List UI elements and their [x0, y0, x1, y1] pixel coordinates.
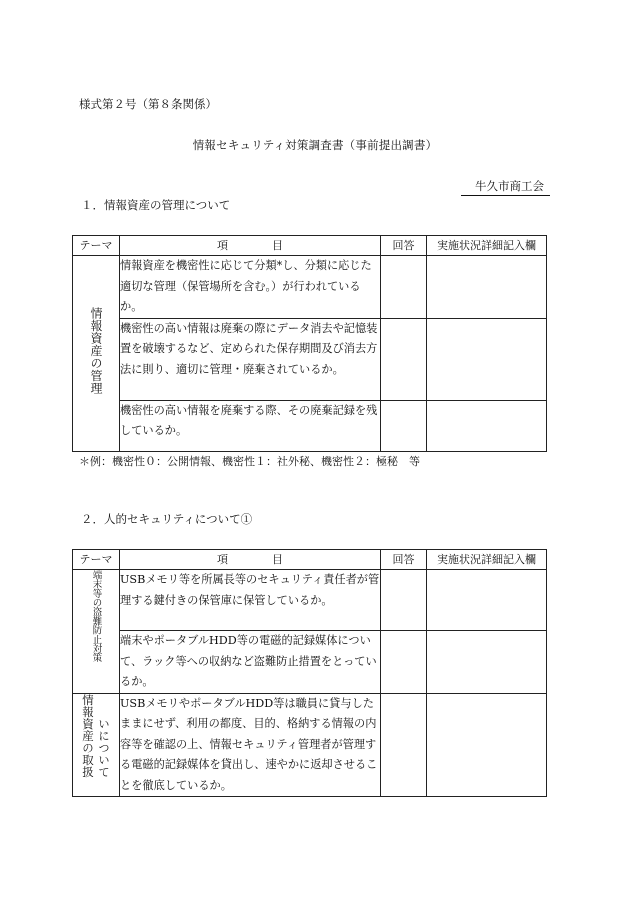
- theme-cell-theft-prevention: [73, 570, 120, 694]
- column-header-answer: 回答: [381, 236, 427, 256]
- item-text: USBメモリ等を所属長等のセキュリティ責任者が管理する鍵付きの保管庫に保管しているか。: [120, 570, 381, 631]
- detail-field[interactable]: [427, 256, 547, 319]
- asset-management-table: [72, 235, 547, 452]
- answer-field[interactable]: [381, 256, 427, 319]
- answer-field[interactable]: [381, 400, 427, 451]
- table-header-row: [73, 550, 547, 570]
- detail-field[interactable]: [427, 400, 547, 451]
- detail-field[interactable]: [427, 570, 547, 631]
- answer-field[interactable]: [381, 318, 427, 400]
- table-header-row: [73, 236, 547, 256]
- column-header-detail: 実施状況詳細記入欄: [427, 550, 547, 570]
- theme-label: 情報資産の管理: [89, 307, 103, 395]
- organization-name: 牛久市商工会: [461, 178, 550, 196]
- section2-heading: ２．人的セキュリティについて①: [81, 512, 253, 526]
- column-header-theme: テーマ: [73, 550, 120, 570]
- detail-field[interactable]: [427, 693, 547, 797]
- theme-cell-asset-handling: [73, 693, 120, 797]
- answer-field[interactable]: [381, 570, 427, 631]
- item-text: 機密性の高い情報は廃棄の際にデータ消去や記憶装置を破壊するなど、定められた保存期間及び消去方法に則り、適切に管理・廃棄されているか。: [120, 318, 381, 400]
- item-text: USBメモリやポータブルHDD等は職員に貸与したままにせず、利用の都度、目的、格納する情報の内容等を確認の上、情報セキュリティ管理者が管理する電磁的記録媒体を貸出し、速やかに返却させることを徹底しているか。: [120, 693, 381, 797]
- item-text: 機密性の高い情報を廃棄する際、その廃棄記録を残しているか。: [120, 400, 381, 451]
- classification-footnote: ＊例：機密性０：公開情報、機密性１：社外秘、機密性２：極秘 等: [79, 455, 420, 468]
- table-row: [73, 318, 547, 400]
- table-row: [73, 400, 547, 451]
- answer-field[interactable]: [381, 631, 427, 694]
- theme-cell-asset-management: [73, 256, 120, 452]
- item-text: 情報資産を機密性に応じて分類*し、分類に応じた適切な管理（保管場所を含む。）が行われているか。: [120, 256, 381, 319]
- theme-label-continued: いについて: [97, 717, 111, 778]
- table-row: [73, 693, 547, 797]
- detail-field[interactable]: [427, 318, 547, 400]
- detail-field[interactable]: [427, 631, 547, 694]
- table-row: [73, 631, 547, 694]
- column-header-item: 項 目: [120, 236, 381, 256]
- human-security-table: [72, 549, 547, 797]
- column-header-answer: 回答: [381, 550, 427, 570]
- document-title: 情報セキュリティ対策調査書（事前提出調書）: [192, 138, 438, 152]
- item-text: 端末やポータブルHDD等の電磁的記録媒体について、ラック等への収納など盗難防止措置をとっているか。: [120, 631, 381, 694]
- column-header-detail: 実施状況詳細記入欄: [427, 236, 547, 256]
- column-header-theme: テーマ: [73, 236, 120, 256]
- table-row: [73, 570, 547, 631]
- answer-field[interactable]: [381, 693, 427, 797]
- theme-label: 端末等の盗難防止対策: [90, 570, 102, 663]
- table-row: [73, 256, 547, 319]
- column-header-item: 項 目: [120, 550, 381, 570]
- form-number: 様式第２号（第８条関係）: [79, 97, 217, 111]
- theme-label: 情報資産の取扱: [81, 693, 95, 778]
- section1-heading: １．情報資産の管理について: [81, 198, 231, 212]
